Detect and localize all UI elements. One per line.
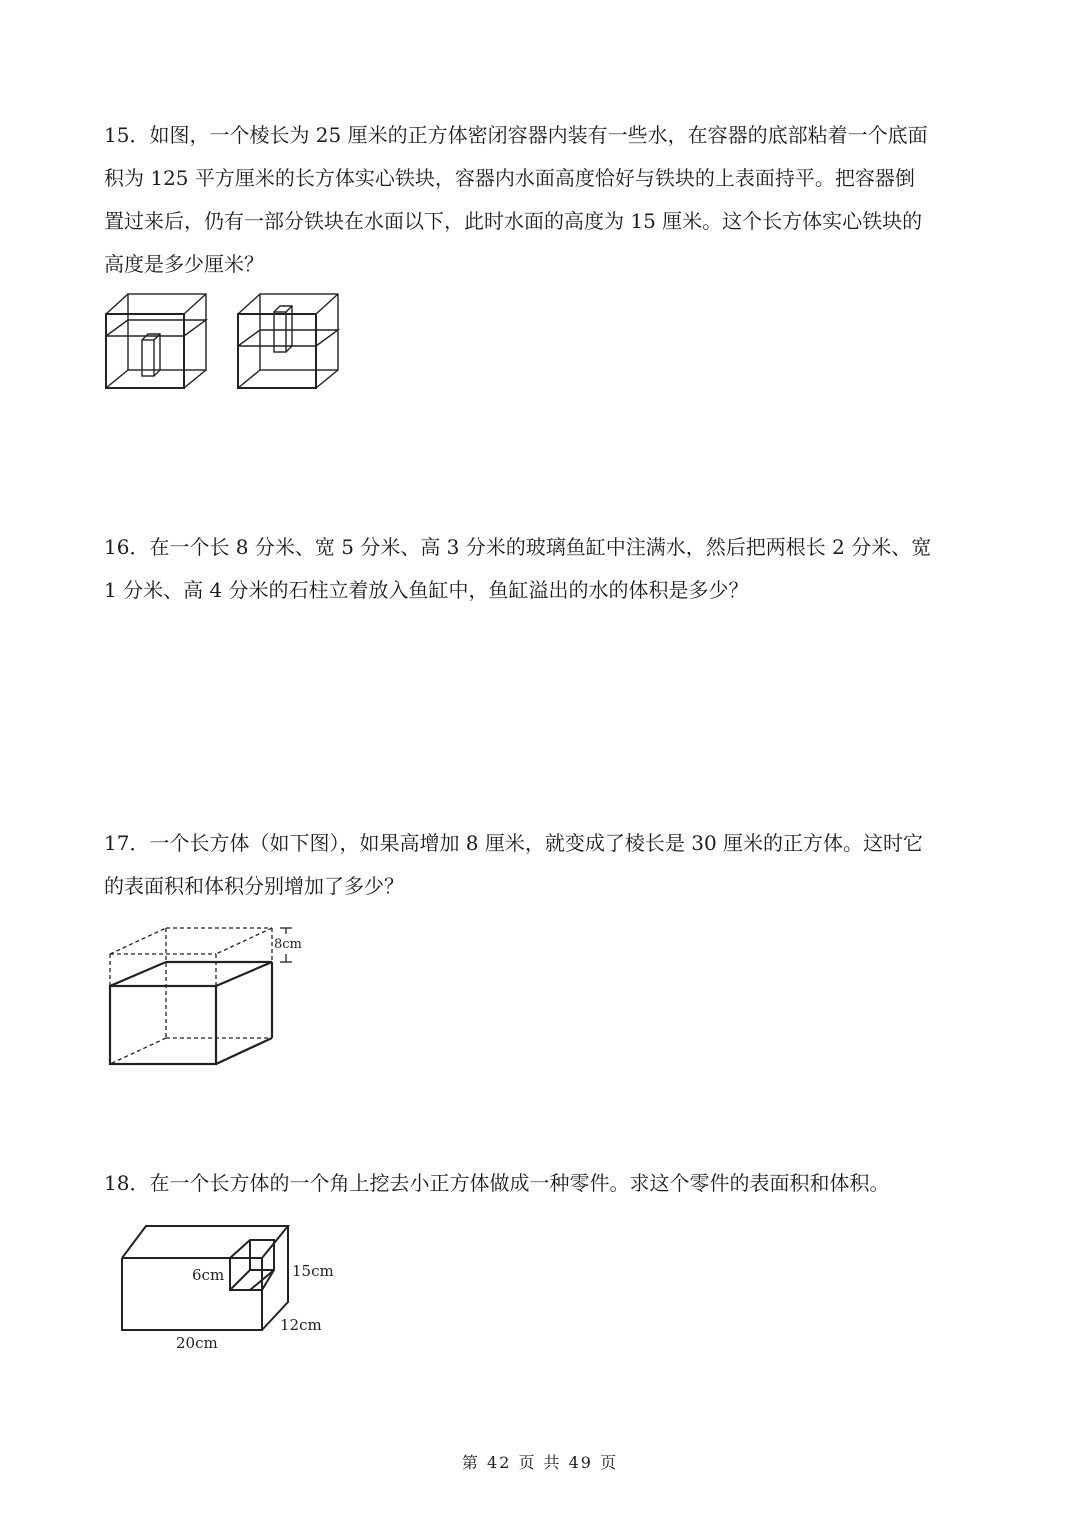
- problem-16-line-1: 16．在一个长 8 分米、宽 5 分米、高 3 分米的玻璃鱼缸中注满水，然后把两根长 2 分米、宽: [104, 535, 932, 559]
- problem-17-figure: [104, 922, 314, 1072]
- problem-15-line-1: 15．如图，一个棱长为 25 厘米的正方体密闭容器内装有一些水，在容器的底部粘着一个底面: [104, 123, 928, 147]
- problem-18: [104, 1162, 984, 1205]
- problem-16-line-2: 1 分米、高 4 分米的石柱立着放入鱼缸中，鱼缸溢出的水的体积是多少？: [104, 578, 749, 602]
- problem-16: [104, 526, 984, 612]
- problem-15-figure-before: [104, 292, 210, 392]
- problem-15-figure-after: [236, 292, 342, 392]
- problem-18-label-6cm: 6cm: [192, 1266, 225, 1284]
- problem-18-label-15cm: 15cm: [292, 1262, 334, 1280]
- problem-18-label-20cm: 20cm: [176, 1334, 218, 1352]
- problem-17-line-2: 的表面积和体积分别增加了多少？: [104, 874, 404, 898]
- problem-15-line-4: 高度是多少厘米？: [104, 252, 264, 276]
- problem-17-line-1: 17．一个长方体（如下图），如果高增加 8 厘米，就变成了棱长是 30 厘米的正方体。这时它: [104, 831, 924, 855]
- problem-15-line-2: 积为 125 平方厘米的长方体实心铁块，容器内水面高度恰好与铁块的上表面持平。把容器倒: [104, 166, 915, 190]
- problem-15-line-3: 置过来后，仍有一部分铁块在水面以下，此时水面的高度为 15 厘米。这个长方体实心铁块的: [104, 209, 923, 233]
- problem-17-label-8cm: 8cm: [274, 937, 302, 952]
- problem-18-line-1: 18．在一个长方体的一个角上挖去小正方体做成一种零件。求这个零件的表面积和体积。: [104, 1171, 890, 1195]
- problem-18-figure: [112, 1218, 342, 1358]
- page-footer: 第 42 页 共 49 页: [461, 1453, 619, 1472]
- problem-15: [104, 114, 984, 286]
- problem-18-label-12cm: 12cm: [280, 1316, 322, 1334]
- problem-17: [104, 822, 984, 908]
